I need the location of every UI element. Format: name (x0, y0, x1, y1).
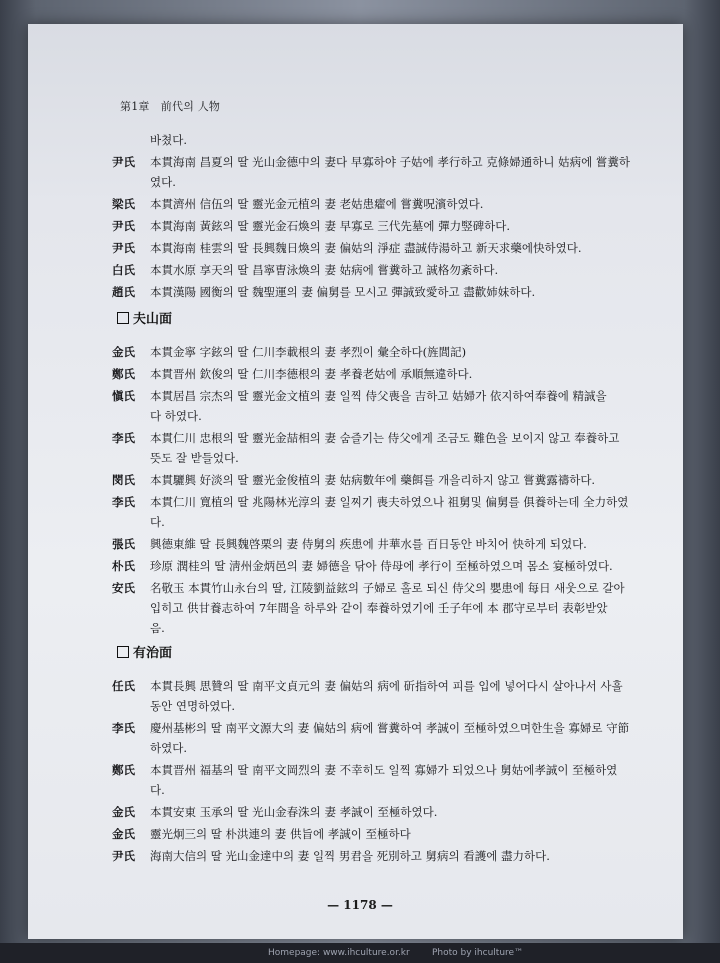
entry-name: 愼氏 (112, 389, 135, 403)
entry-line (112, 556, 667, 576)
entry-text: 음. (150, 621, 165, 635)
entry-line (112, 846, 667, 866)
section-heading-busan: 夫山面 (117, 308, 172, 327)
entry-name: 趙氏 (112, 285, 135, 299)
entry-text: 興德東維 딸 長興魏啓栗의 妻 侍舅의 疾患에 井華水를 百日동안 바치어 快하게 되었다. (150, 537, 587, 551)
entry-line (112, 448, 667, 468)
entry-line (112, 802, 667, 822)
entry-line (112, 618, 667, 638)
photo-footer (0, 943, 720, 963)
entry-text: 다. (150, 515, 165, 529)
entry-name: 閔氏 (112, 473, 135, 487)
entry-line (112, 760, 667, 780)
entry-text: 하였다. (150, 741, 187, 755)
footer-photo-credit: Photo by ihculture™ (432, 948, 524, 958)
entry-text: 本貫仁川 寬植의 딸 兆陽林光淳의 妻 일찌기 喪夫하였으나 祖舅및 偏舅를 俱養하는데 全力하였 (150, 495, 629, 509)
entry-line (112, 534, 667, 554)
entry-text: 本貫安東 玉承의 딸 光山金春洙의 妻 孝誠이 至極하였다. (150, 805, 438, 819)
entry-text: 입히고 供甘養志하여 7年間을 하루와 같이 奉養하였기에 壬子年에 本 郡守로부터 表彰받았 (150, 601, 608, 615)
entry-line (112, 342, 667, 362)
page-number: — 1178 — (327, 898, 393, 912)
entry-name: 鄭氏 (112, 367, 135, 381)
entry-line (112, 282, 667, 302)
running-head: 第1章 前代의 人物 (120, 100, 221, 113)
entry-text: 珍原 潤桂의 딸 淸州金炳邑의 妻 婦德을 닦아 侍母에 孝行이 至極하였으며 몸소 宴極하였다. (150, 559, 613, 573)
entry-line (112, 172, 667, 192)
entry-name: 李氏 (112, 431, 135, 445)
entry-name: 尹氏 (112, 219, 135, 233)
entry-text: 本貫海南 昌夏의 딸 光山金德中의 妻다 早寡하야 子姑에 孝行하고 克條婦通하니 姑病에 嘗糞하 (150, 155, 630, 169)
entry-name: 尹氏 (112, 241, 135, 255)
entry-line (112, 428, 667, 448)
entry-line (112, 696, 667, 716)
entry-text: 바쳤다. (150, 133, 187, 147)
box-icon (117, 646, 129, 658)
entry-name: 李氏 (112, 495, 135, 509)
entry-name: 尹氏 (112, 155, 135, 169)
entry-name: 金氏 (112, 345, 135, 359)
entry-line (112, 738, 667, 758)
entry-text: 海南大信의 딸 光山金達中의 妻 일찍 男君을 死別하고 舅病의 看護에 盡力하다. (150, 849, 550, 863)
entry-name: 白氏 (112, 263, 135, 277)
entry-line (112, 238, 667, 258)
entry-text: 本貫驪興 好淡의 딸 靈光金俊植의 妻 姑病數年에 藥餌를 개을리하지 않고 嘗糞露禱하다. (150, 473, 596, 487)
entry-name: 任氏 (112, 679, 135, 693)
entry-line (112, 386, 667, 406)
entry-name: 金氏 (112, 805, 135, 819)
entry-text: 本貫金寧 字鉉의 딸 仁川李載根의 妻 孝烈이 彙全하다(旌閭記) (150, 345, 467, 359)
entry-line (112, 676, 667, 696)
entry-line (112, 152, 667, 172)
entry-name: 梁氏 (112, 197, 135, 211)
entry-text: 本貫晋州 欽俊의 딸 仁川李德根의 妻 孝養老姑에 承順無違하다. (150, 367, 473, 381)
entry-line (112, 470, 667, 490)
entry-line (112, 578, 667, 598)
entry-text: 였다. (150, 175, 176, 189)
entry-line (112, 130, 667, 150)
entry-text: 慶州基彬의 딸 南平文源大의 妻 偏姑의 病에 嘗糞하여 孝誠이 至極하였으며한生을 寡婦로 守節 (150, 721, 630, 735)
entry-text: 本貫漢陽 國衡의 딸 魏聖運의 妻 偏舅를 모시고 彈誠致愛하고 盡歡姉妹하다. (150, 285, 536, 299)
entry-name: 鄭氏 (112, 763, 135, 777)
entry-text: 本貫居昌 宗杰의 딸 靈光金文植의 妻 일찍 侍父喪을 吉하고 姑婦가 依지하여奉養에 精誠을 (150, 389, 607, 403)
entry-line (112, 260, 667, 280)
entry-line (112, 780, 667, 800)
entry-line (112, 216, 667, 236)
entry-line (112, 718, 667, 738)
box-icon (117, 312, 129, 324)
entry-line (112, 512, 667, 532)
entry-line (112, 364, 667, 384)
entry-text: 本貫水原 享天의 딸 昌寧曺泳煥의 妻 姑病에 嘗糞하고 誠格勿紊하다. (150, 263, 499, 277)
entry-text: 동안 연명하였다. (150, 699, 236, 713)
entry-text: 靈光炯三의 딸 朴洪連의 妻 供旨에 孝誠이 至極하다 (150, 827, 411, 841)
entry-name: 朴氏 (112, 559, 135, 573)
entry-line (112, 194, 667, 214)
entry-text: 다. (150, 783, 165, 797)
entry-line (112, 598, 667, 618)
entry-text: 名敬玉 本貫竹山永台의 딸, 江陵劉益鉉의 子婦로 홀로 되신 侍父의 嬰患에 每日 새웃으로 갈아 (150, 581, 625, 595)
entry-name: 安氏 (112, 581, 135, 595)
entry-text: 本貫仁川 忠根의 딸 靈光金喆相의 妻 숨즐기는 侍父에게 조금도 難色을 보이지 않고 奉養하고 (150, 431, 620, 445)
entry-line (112, 824, 667, 844)
entry-text: 本貫濟州 信伍의 딸 靈光金元植의 妻 老姑患癨에 嘗糞呪濱하였다. (150, 197, 484, 211)
entry-text: 本貫長興 思贊의 딸 南平文貞元의 妻 偏姑의 病에 斫指하여 피를 입에 넣어다시 살아나서 사흘 (150, 679, 623, 693)
section-heading-yuchi: 有治面 (117, 642, 172, 661)
entry-text: 뜻도 잘 받들었다. (150, 451, 239, 465)
entry-name: 尹氏 (112, 849, 135, 863)
entry-name: 李氏 (112, 721, 135, 735)
entry-name: 金氏 (112, 827, 135, 841)
entry-text: 다 하였다. (150, 409, 202, 423)
entry-line (112, 492, 667, 512)
footer-homepage[interactable]: Homepage: www.ihculture.or.kr (268, 948, 410, 958)
entry-name: 張氏 (112, 537, 135, 551)
entry-text: 本貫海南 桂雲의 딸 長興魏日煥의 妻 偏姑의 淨症 盡誠侍湯하고 新天求藥에快하였다. (150, 241, 582, 255)
entry-line (112, 406, 667, 426)
entry-text: 本貫海南 黃鉉의 딸 靈光金石煥의 妻 早寡로 三代先墓에 彈力竪碑하다. (150, 219, 511, 233)
entry-text: 本貫晋州 福基의 딸 南平文岡烈의 妻 不幸히도 일찍 寡婦가 되었으나 舅姑에孝誠이 至極하였 (150, 763, 618, 777)
